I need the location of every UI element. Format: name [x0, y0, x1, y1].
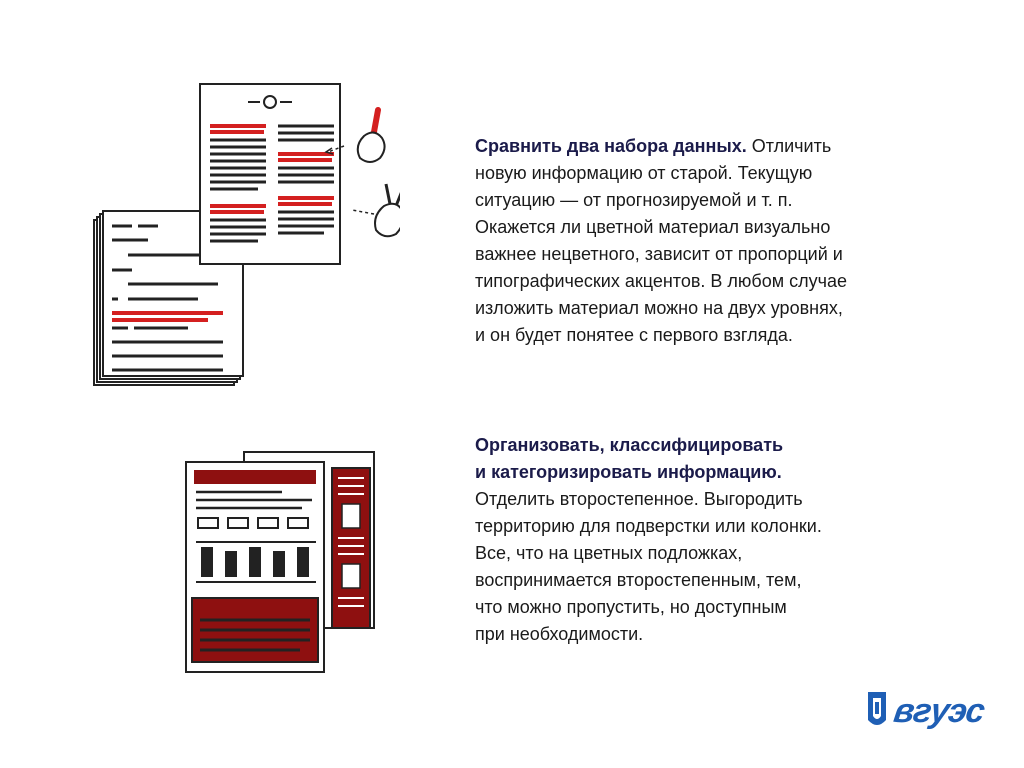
body-line: и он будет понятее с первого взгляда.	[475, 325, 793, 345]
compare-data-section	[475, 133, 975, 349]
body-line: территорию для подверстки или колонки.	[475, 516, 822, 536]
categorize-section	[475, 432, 975, 648]
compare-documents-illustration	[88, 80, 400, 390]
body-line: Отделить второстепенное. Выгородить	[475, 489, 803, 509]
sidebar-photo-2	[342, 564, 360, 588]
body-line: изложить материал можно на двух уровнях,	[475, 298, 843, 318]
sidebar-photo-1	[342, 504, 360, 528]
vgues-emblem-icon	[864, 690, 890, 732]
body-line: при необходимости.	[475, 624, 644, 644]
vgues-logo-text: вгуэс	[891, 692, 987, 730]
compare-data-first-line	[475, 133, 975, 160]
categorize-documents-illustration	[182, 448, 402, 678]
body-line: ситуацию — от прогнозируемой и т. п.	[475, 190, 793, 210]
body-line: типографических акцентов. В любом случае	[475, 271, 847, 291]
compare-data-heading: Сравнить два набора данных.	[475, 136, 747, 156]
body-line: новую информацию от старой. Текущую	[475, 163, 813, 183]
body-line: что можно пропустить, но доступным	[475, 597, 787, 617]
vgues-logo	[864, 690, 996, 732]
compare-data-paragraph	[475, 133, 975, 349]
categorize-heading-line: Организовать, классифицировать	[475, 435, 784, 455]
compare-data-lead: Отличить	[746, 136, 832, 156]
red-sidebar-column	[332, 468, 370, 628]
body-line: важнее нецветного, зависит от пропорций и	[475, 244, 843, 264]
body-line: Все, что на цветных подложках,	[475, 543, 743, 563]
front-page-header-bar	[194, 470, 316, 484]
body-line: Окажется ли цветной материал визуально	[475, 217, 831, 237]
body-line: воспринимается второстепенным, тем,	[475, 570, 802, 590]
categorize-paragraph	[475, 432, 975, 648]
categorize-heading-line: и категоризировать информацию.	[475, 462, 782, 482]
hand-victory-sign-icon	[352, 184, 400, 236]
